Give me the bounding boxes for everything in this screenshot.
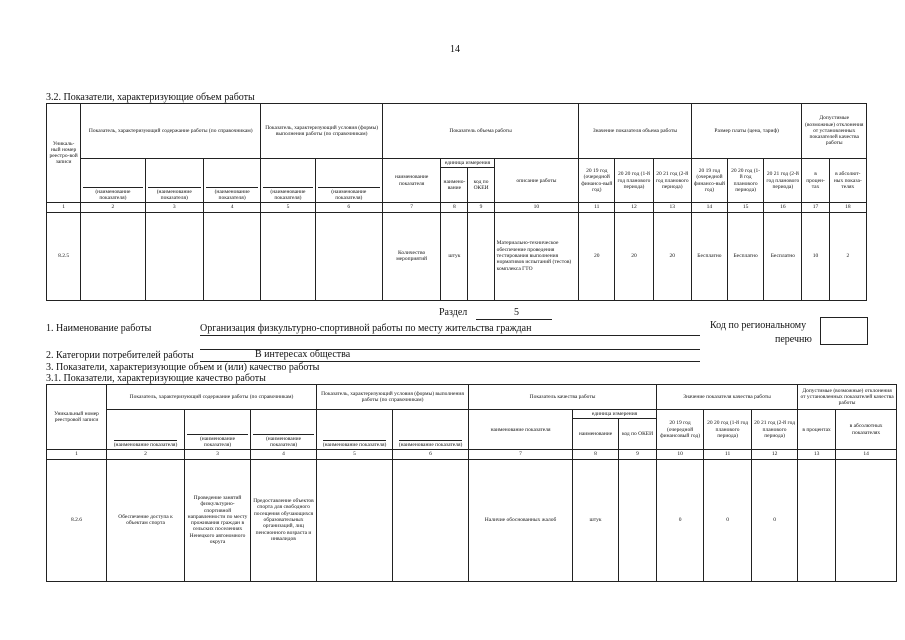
col-conditions: Показатель, характеризующий условия (формы) выполнения работы (по справочникам) [261, 104, 383, 159]
volume-table [46, 103, 867, 301]
consumers-label: 2. Категории потребителей работы [46, 350, 194, 361]
okei: код по ОКЕИ [468, 168, 494, 203]
dev-abs: в абсолют-ных показа-телях [829, 159, 866, 203]
dev-pct: в процен-тах [802, 159, 829, 203]
col-unique: Уникальный номер реестровой записи [47, 385, 107, 450]
content-ind-1: (наименование показателя) [81, 159, 145, 203]
col-values: Значение показателя качества работы [657, 385, 798, 410]
desc-header: описание работы [494, 159, 579, 203]
col-volume: Показатель объема работы [382, 104, 578, 159]
column-numbers-row: 1 2 3 4 5 6 7 8 9 10 11 12 13 14 [47, 450, 897, 459]
work-name-line [200, 335, 700, 336]
col-unique: Уникаль-ный номер реестро-вой записи [47, 104, 81, 203]
content-ind-2: (наименование показателя) [185, 410, 251, 450]
dev-abs: в абсолютных показателях [836, 410, 897, 450]
content-ind-3: (наименование показателя) [251, 410, 317, 450]
cond-ind-2: (наименование показателя) [393, 410, 469, 450]
code-label: Код по региональному [710, 320, 807, 331]
col-values: Значение показателя объема работы [579, 104, 692, 159]
paragraph-3-1: 3.1. Показатели, характеризующие качество работы [46, 373, 266, 384]
consumers-value: В интересах общества [255, 349, 351, 360]
year3: 20 21 год (2-й год планового периода) [653, 159, 691, 203]
vol-name: наименование показателя [382, 159, 440, 203]
work-name: Организация физкультурно-спортивной работы по месту жительства граждан [200, 323, 532, 334]
q-name: наименование показателя [469, 410, 573, 450]
year2: 20 20 год (1-й год планового периода) [615, 159, 653, 203]
fee1: 20 19 год (очередной финансо-вый год) [691, 159, 727, 203]
content-ind-3: (наименование показателя) [203, 159, 260, 203]
section-number-line [476, 319, 552, 320]
year2: 20 20 год (1-й год планового периода) [704, 410, 752, 450]
col-deviation: Допустимые (возможные) отклонения от установленных показателей качества работы [802, 104, 867, 159]
col-quality: Показатель качества работы [469, 385, 657, 410]
year1: 20 19 год (очередной финансо-вый год) [579, 159, 615, 203]
code-label-2: перечню [775, 334, 812, 345]
quality-table [46, 384, 897, 582]
year1: 20 19 год (очередной финансовый год) [657, 410, 704, 450]
col-content: Показатель, характеризующий содержание работы (по справочникам) [107, 385, 317, 410]
table-row: 8.2.5 Количество мероприятий штук Материально-техническое обеспечение проведения тестирования выполнения нормативов испытаний (тестов) комплекса ГТО 20 20 20 Бесплатно Бесплатно Бесплатно 10 2 [47, 212, 867, 300]
cond-ind-1: (наименование показателя) [317, 410, 393, 450]
paragraph-3: 3. Показатели, характеризующие объем и (или) качество работы [46, 362, 320, 373]
fee3: 20 21 год (2-й год планового периода) [764, 159, 802, 203]
year3: 20 21 год (2-й год планового периода) [752, 410, 798, 450]
unit-name: наимено-вание [441, 168, 468, 203]
content-ind-2: (наименование показателя) [145, 159, 203, 203]
okei: код по ОКЕИ [619, 419, 657, 450]
column-numbers-row: 1 2 3 4 5 6 7 8 9 10 11 12 13 14 15 16 17 18 [47, 203, 867, 212]
unit-name: наименование [573, 419, 619, 450]
section-label: Раздел [439, 307, 468, 318]
work-name-label: 1. Наименование работы [46, 323, 152, 334]
cond-ind-2: (наименование показателя) [315, 159, 382, 203]
page-number: 14 [450, 44, 460, 55]
col-conditions: Показатель, характеризующий условия (формы) выполнения работы (по справочникам) [317, 385, 469, 410]
table-row: 8.2.6 Обеспечение доступа к объектам спорта Проведение занятий физкультурно-спортивной направленности по месту проживания граждан в сельских поселениях Ненецкого автономного округа Предоставление объектов спорта для свободного посещения обучающихся образовательных организаций, лиц пенсионного возраста и инвалидов Наличие обоснованных жалоб штук 0 0 0 [47, 459, 897, 581]
col-fee: Размер платы (цена, тариф) [691, 104, 802, 159]
col-content: Показатель, характеризующий содержание работы (по справочникам) [81, 104, 261, 159]
content-ind-1: (наименование показателя) [107, 410, 185, 450]
unit-header: единица измерения [573, 410, 657, 419]
cond-ind-1: (наименование показателя) [261, 159, 315, 203]
table1-heading: 3.2. Показатели, характеризующие объем работы [46, 92, 255, 103]
col-deviation: Допустимые (возможные) отклонения от установленных показателей качества работы [798, 385, 897, 410]
code-box [820, 317, 868, 345]
dev-pct: в процентах [798, 410, 836, 450]
fee2: 20 20 год (1-й год планового периода) [728, 159, 764, 203]
unit-header: единица измерения [441, 159, 494, 168]
section-number: 5 [514, 307, 519, 318]
